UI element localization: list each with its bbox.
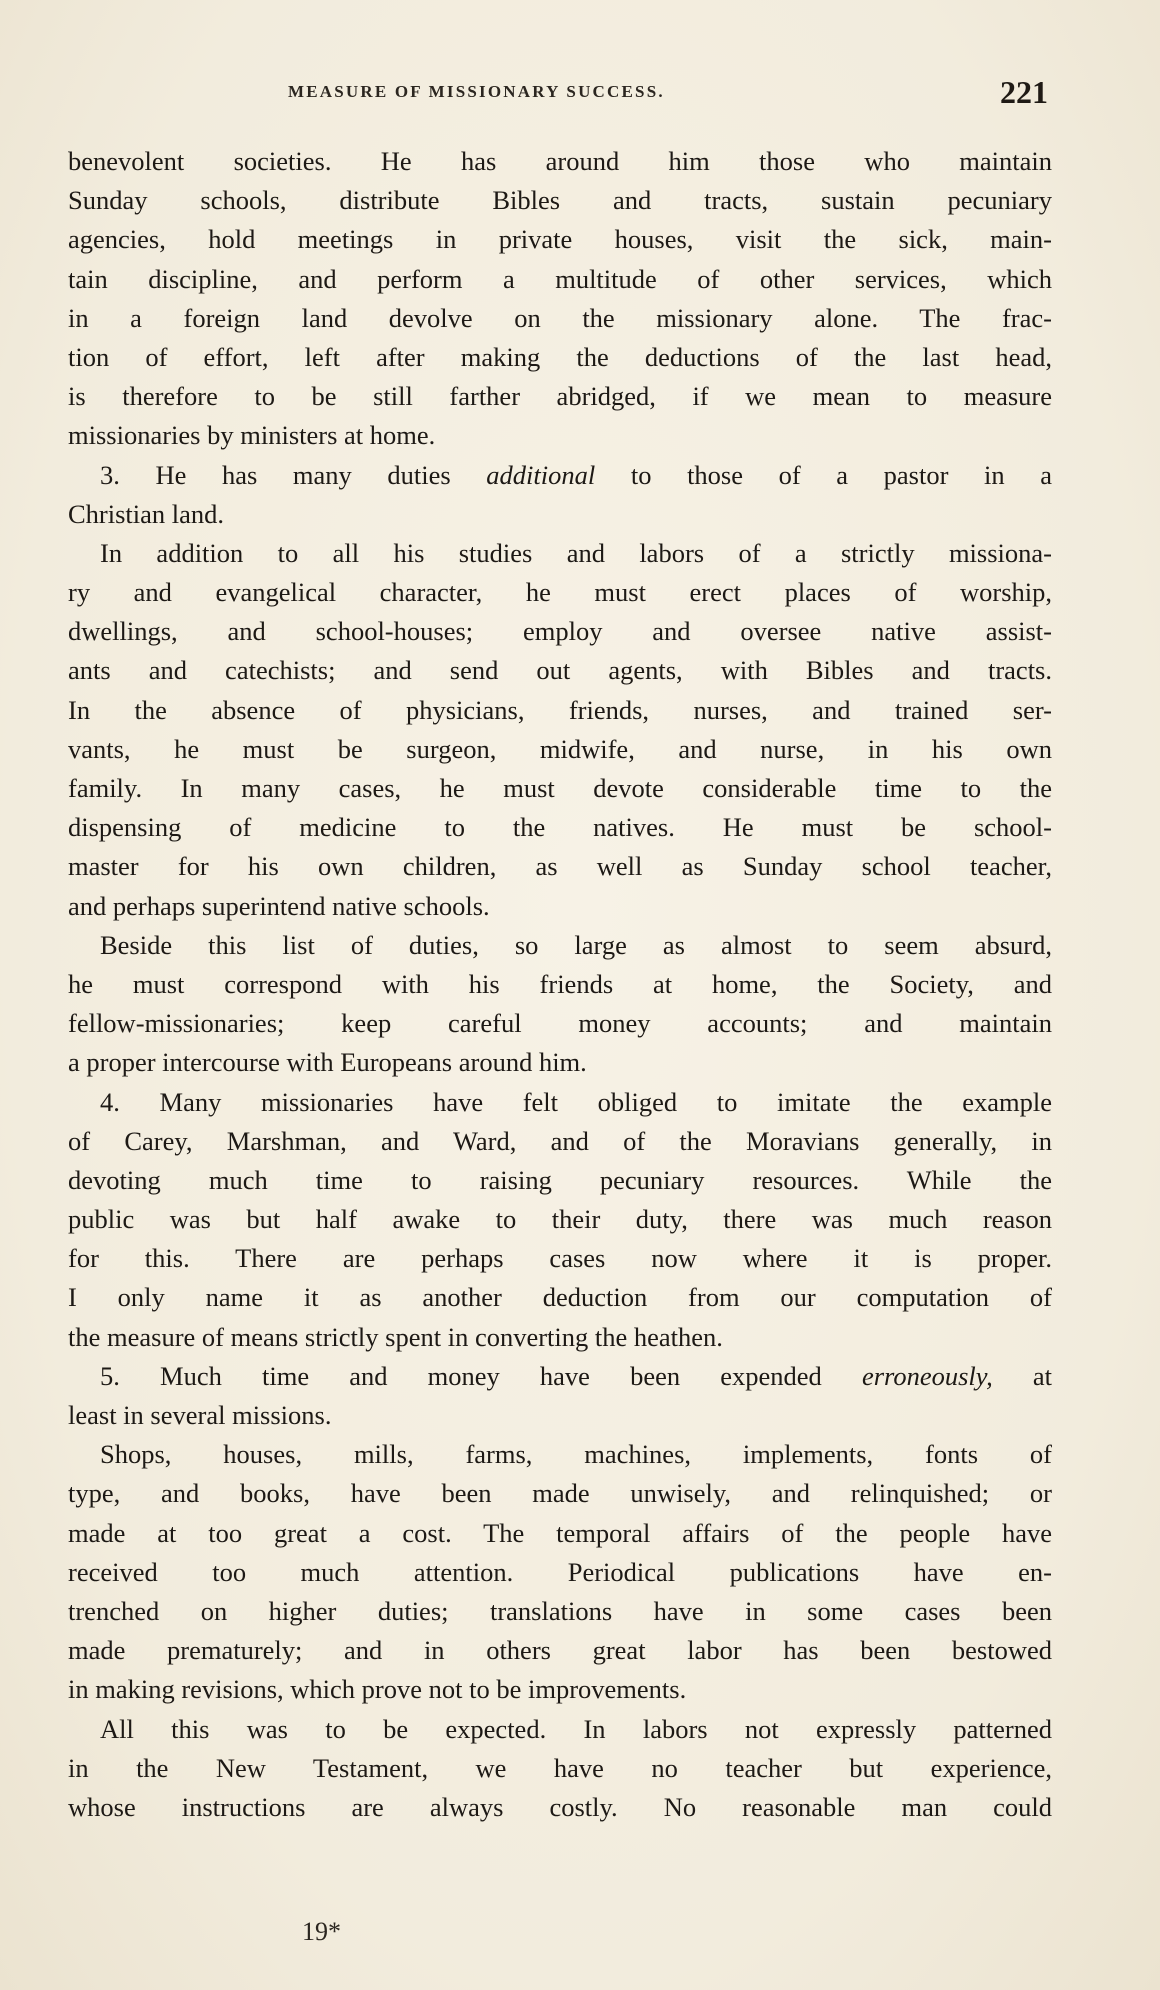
text-line — [68, 887, 1052, 926]
text-line — [68, 1239, 1052, 1278]
text-line-content: Sunday schools, distribute Bibles and tracts, sustain pecuniary — [68, 185, 1052, 216]
text-line-content: benevolent societies. He has around him those who maintain — [68, 146, 1052, 176]
text-line-content: made at too great a cost. The temporal affairs of the people have — [68, 1517, 1052, 1548]
text-line-content: in making revisions, which prove not to be improvements. — [68, 1674, 687, 1705]
text-line-content: Shops, houses, mills, farms, machines, implements, fonts of — [100, 1439, 1052, 1470]
text-line-content: family. In many cases, he must devote considerable time to the — [68, 773, 1052, 803]
text-line-content: public was but half awake to their duty, there was much reason — [68, 1204, 1052, 1235]
text-line — [68, 847, 1052, 886]
text-line-content: vants, he must be surgeon, midwife, and nurse, in his own — [68, 733, 1052, 764]
text-line — [68, 377, 1052, 416]
text-line — [68, 1670, 1052, 1709]
text-line-content: received too much attention. Periodical publications have en- — [68, 1556, 1052, 1587]
text-line — [68, 338, 1052, 377]
text-line-content: he must correspond with his friends at home, the Society, and — [68, 968, 1052, 999]
text-line-content: in the New Testament, we have no teacher but experience, — [68, 1752, 1052, 1783]
text-line — [68, 1474, 1052, 1513]
text-line — [68, 730, 1052, 769]
text-line — [68, 1318, 1052, 1357]
text-line-content: In the absence of physicians, friends, nurses, and trained ser- — [68, 694, 1052, 725]
text-line-content: master for his own children, as well as Sunday school teacher, — [68, 851, 1052, 882]
text-line — [68, 495, 1052, 534]
text-line-content: Christian land. — [68, 498, 225, 529]
text-line — [68, 1161, 1052, 1200]
text-line — [68, 1553, 1052, 1592]
text-line-content: a proper intercourse with Europeans around him. — [68, 1047, 587, 1078]
text-line — [68, 456, 1052, 495]
text-line-lead: 5. Much time and money have been expended — [100, 1360, 862, 1391]
text-line — [68, 416, 1052, 455]
text-line-content: missionaries by ministers at home. — [68, 420, 436, 451]
text-line — [68, 612, 1052, 651]
text-line — [68, 1396, 1052, 1435]
text-line — [68, 808, 1052, 847]
text-line-content: made prematurely; and in others great labor has been bestowed — [68, 1635, 1052, 1666]
text-line — [68, 1788, 1052, 1827]
text-line — [68, 573, 1052, 612]
text-line — [68, 1631, 1052, 1670]
italic-emphasis: additional — [486, 459, 596, 490]
text-line-content: ry and evangelical character, he must erect places of worship, — [68, 577, 1052, 608]
page-number: 221 — [1000, 74, 1048, 110]
text-line — [68, 1749, 1052, 1788]
text-line — [68, 1357, 1052, 1396]
text-line — [68, 1592, 1052, 1631]
text-line — [68, 534, 1052, 573]
text-line-content: for this. There are perhaps cases now where it is proper. — [68, 1243, 1052, 1274]
text-line — [68, 1043, 1052, 1082]
text-line-tail: at — [992, 1360, 1052, 1391]
text-line — [68, 1710, 1052, 1749]
text-line-content: the measure of means strictly spent in converting the heathen. — [68, 1321, 723, 1352]
text-line-content: fellow-missionaries; keep careful money accounts; and maintain — [68, 1008, 1052, 1039]
text-line-content: All this was to be expected. In labors not expressly patterned — [100, 1713, 1052, 1744]
text-line — [68, 1514, 1052, 1553]
text-line-content: Beside this list of duties, so large as almost to seem absurd, — [100, 929, 1052, 960]
body-text — [68, 142, 1052, 1827]
text-line — [68, 1004, 1052, 1043]
text-line — [68, 142, 1052, 181]
text-line-content: In addition to all his studies and labors of a strictly missiona- — [100, 537, 1052, 568]
text-line-content: least in several missions. — [68, 1400, 332, 1430]
text-line — [68, 299, 1052, 338]
text-line-content: trenched on higher duties; translations have in some cases been — [68, 1595, 1052, 1626]
running-head-title: MEASURE OF MISSIONARY SUCCESS. — [288, 82, 665, 101]
italic-emphasis: erroneously, — [861, 1360, 993, 1391]
running-head — [70, 74, 1048, 114]
text-line-lead: 3. He has many duties — [100, 459, 487, 490]
text-line-content: 4. Many missionaries have felt obliged to imitate the example — [100, 1086, 1052, 1117]
text-line — [68, 1122, 1052, 1161]
text-line — [68, 691, 1052, 730]
text-line-content: and perhaps superintend native schools. — [68, 890, 490, 921]
text-line-content: in a foreign land devolve on the missionary alone. The frac- — [68, 302, 1052, 333]
text-line-tail: to those of a pastor in a — [595, 459, 1052, 490]
text-line — [68, 1435, 1052, 1474]
text-line — [68, 965, 1052, 1004]
text-line-content: tain discipline, and perform a multitude of other services, which — [68, 263, 1052, 294]
signature-mark: 19* — [302, 1917, 341, 1946]
text-line — [68, 260, 1052, 299]
text-line-content: dwellings, and school-houses; employ and oversee native assist- — [68, 616, 1052, 647]
text-line-content: devoting much time to raising pecuniary resources. While the — [68, 1164, 1052, 1195]
text-line — [68, 926, 1052, 965]
text-line-content: dispensing of medicine to the natives. He must be school- — [68, 812, 1052, 843]
text-line — [68, 1083, 1052, 1122]
text-line — [68, 1200, 1052, 1239]
text-line-content: is therefore to be still farther abridged, if we mean to measure — [68, 381, 1052, 412]
text-line-content: tion of effort, left after making the deductions of the last head, — [68, 341, 1052, 372]
text-line — [68, 651, 1052, 690]
text-line — [68, 220, 1052, 259]
text-line-content: of Carey, Marshman, and Ward, and of the Moravians generally, in — [68, 1125, 1052, 1156]
text-line-content: ants and catechists; and send out agents, with Bibles and tracts. — [68, 655, 1052, 686]
text-line-content: type, and books, have been made unwisely, and relinquished; or — [68, 1478, 1052, 1509]
text-line-content: agencies, hold meetings in private houses, visit the sick, main- — [68, 224, 1052, 255]
text-line-content: whose instructions are always costly. No reasonable man could — [68, 1791, 1052, 1822]
text-line-content: I only name it as another deduction from our computation of — [68, 1282, 1052, 1313]
text-line — [68, 769, 1052, 808]
text-line — [68, 181, 1052, 220]
text-line — [68, 1278, 1052, 1317]
